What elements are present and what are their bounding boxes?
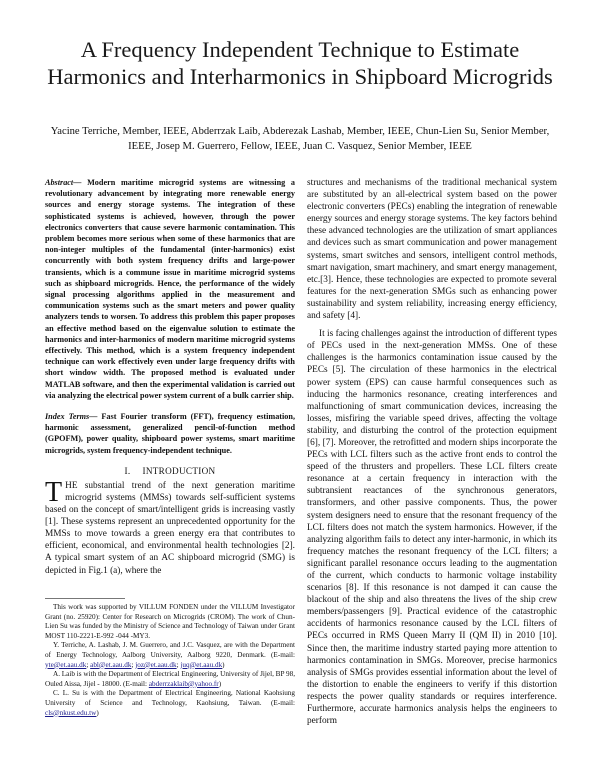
- paper-title: A Frequency Independent Technique to Estimate Harmonics and Interharmonics in Shipboard Microgrids: [47, 37, 553, 89]
- footnote-close: ): [96, 708, 99, 717]
- email-link[interactable]: abderrzaklaib@yahoo.fr: [148, 679, 219, 688]
- section-title: INTRODUCTION: [142, 465, 216, 476]
- footnote-rule: [45, 598, 125, 599]
- footnote-nkust-text: C. L. Su is with the Department of Electrical Engineering, National Kaohsiung University of Science and Technology, Kaohsiung, Taiwan. (E-mail:: [45, 689, 295, 707]
- email-link[interactable]: cls@nkust.edu.tw: [45, 708, 97, 717]
- email-link[interactable]: abl@et.aau.dk: [90, 660, 132, 669]
- footnote-close: ): [218, 679, 222, 688]
- author-list: Yacine Terriche, Member, IEEE, Abderrzak Laib, Abderezak Lashab, Member, IEEE, Chun-Lien Su, Senior Member, IEEE, Josep M. Guerrero, Fellow, IEEE, Juan C. Vasquez, Senior Member, IEEE: [50, 126, 550, 152]
- email-separator: ;: [86, 660, 91, 669]
- index-terms: [45, 411, 295, 456]
- body-paragraph: structures and mechanisms of the traditional mechanical system are substituted by an all-electrical system based on the power electronic converters (PECs) enabling the integration of renewable energy sources and energy storage systems. The key factors behind these advanced technologies are the utilization of smart appliances and devices such as smart communication and power management systems, smart switches and sensors, intelligent control methods, smart navigation, smart machinery, and smart energy management, etc.[3]. Hence, these technologies are expected to promote several features for the next-generation SMGs such as enhancing power sustainability and system reliability, increasing energy efficiency, and safety [4].: [307, 178, 557, 322]
- footnotes: [45, 598, 295, 718]
- footnote-affiliation-aau: [45, 641, 295, 670]
- drop-cap: T: [45, 476, 63, 508]
- section-number: I.: [124, 465, 131, 476]
- abstract-label: Abstract—: [45, 178, 82, 187]
- footnote-jijel-text: A. Laib is with the Department of Electrical Engineering, University of Jijel, BP 98, Ouled Aissa, Jijel - 18000. (E-mail:: [45, 670, 295, 688]
- abstract: [45, 177, 295, 401]
- right-column: [307, 177, 557, 727]
- left-column: [45, 177, 295, 577]
- footnote-close: ): [222, 660, 225, 669]
- email-link[interactable]: juq@et.aau.dk: [180, 660, 223, 669]
- intro-paragraph: [45, 476, 295, 577]
- section-heading: [45, 466, 295, 476]
- footnote-aau-text: Y. Terriche, A. Lashab, J. M. Guerrero, and J.C. Vasquez, are with the Department of Energy Technology, Aalborg University, Aalborg 9220, Denmark. (E-mail:: [45, 641, 295, 659]
- index-terms-text: Fast Fourier transform (FFT), frequency estimation, harmonic assessment, generalized pencil-of-function method (GPOFM), power quality, shipboard power systems, smart maritime microgrids, system frequency-independent technique.: [45, 412, 295, 455]
- email-link[interactable]: joz@et.aau.dk: [135, 660, 177, 669]
- footnote-affiliation-jijel: [45, 670, 295, 689]
- abstract-text: Modern maritime microgrid systems are witnessing a revolutionary advancement by integrating more renewable energy sources and energy storage systems. The integration of these sophisticated systems is achieved, however, through the power electronics converters that cause severe harmonic contamination. This problem becomes more serious when some of these harmonics that are non-integer multiples of the fundamental (inter-harmonics) exist concurrently with both system frequency drifts and large-power transients, which is a commune issue in maritime microgrid systems such as shipboard microgrids. Hence, the performance of the widely signal processing algorithms applied in the measurement and communication systems such as the smart meters and power quality analyzers tends to worsen. To address this problem this paper proposes an effective method based on the eigenvalue solution to estimate the harmonics and inter-harmonics of modern maritime microgrid systems effectively. This method, which is a system frequency independent technique can work effectively even under large frequency drifts with short window width. The proposed method is evaluated under MATLAB software, and then the experimental validation is carried out via analyzing the electrical power system current of a bulk carrier ship.: [45, 178, 295, 400]
- intro-text: HE substantial trend of the next generation maritime microgrid systems (MMSs) towards self-sufficient systems based on the concept of smart/intelligent grids is increasing vastly [1]. These systems represent an unprecedented opportunity for the MMSs to move towards a green energy era that contributes to efficient, economical, and environmental health technologies [2]. A typical smart system of an AC shipboard microgrid (SMG) is depicted in Fig.1 (a), where the: [45, 480, 295, 576]
- email-separator: ;: [131, 660, 136, 669]
- footnote-funding: This work was supported by VILLUM FONDEN under the VILLUM Investigator Grant (no. 25920): Center for Research on Microgrids (CROM). The work of Chun-Lien Su was funded by the Ministry of Science and Technology of Taiwan under Grant MOST 110-2221-E-992 -044 -MY3.: [45, 603, 295, 640]
- footnote-affiliation-nkust: [45, 689, 295, 718]
- body-paragraph: It is facing challenges against the introduction of different types of PECs used in the next-generation MMSs. One of these challenges is the harmonics contamination issue caused by the PECs [5]. The circulation of these harmonics in the electrical power system (EPS) can cause harmful consequences such as inducing the harmonics resonance, creating interferences and malfunctioning of smart communication devices, increasing the losses, misfiring the variable speed drives, affecting the voltage stability, and disturbing the control of the protection equipment [6], [7]. Moreover, the retrofitted and modern ships incorporate the PECs with LCL filters such as the active front ends to control the speed of the thrusters and propellers. These LCL filters create resonance at a certain frequency in interaction with the subtransient reactances of the synchronous generators, transformers, and other passive components. Thus, the power system designers need to ensure that the resonant frequency of the LCL filters does not match the system harmonics. However, if the analyzing algorithm fails to detect any inter-harmonic, in which its frequency matches the resonant frequency of the LCL filters; a significant parallel resonance occurs leading to the augmentation of the current, which conducts to harmonic voltage instability scenarios [8]. If this resonance is not damped it can cause the blackout of the ship and also threatens the lives of the ship crew members/passengers [9]. Practical evidence of the catastrophic accidents of harmonics resonance caused by the LCL filters of PECs occurred in RMS Queen Marry II (QM II) in 2010 [10]. Since then, the maritime industry started paying more attention to harmonics contamination in SMGs. Moreover, precise harmonics analysis of SMGs provides essential information about the level of the distortion to enable the engineers to verify if this distortion respects the power quality standards or requires interference. Furthermore, accurate harmonics analysis helps the engineers to perform: [307, 329, 557, 727]
- email-link[interactable]: yte@et.aau.dk: [45, 660, 87, 669]
- email-separator: ;: [176, 660, 181, 669]
- index-terms-label: Index Terms—: [45, 412, 98, 422]
